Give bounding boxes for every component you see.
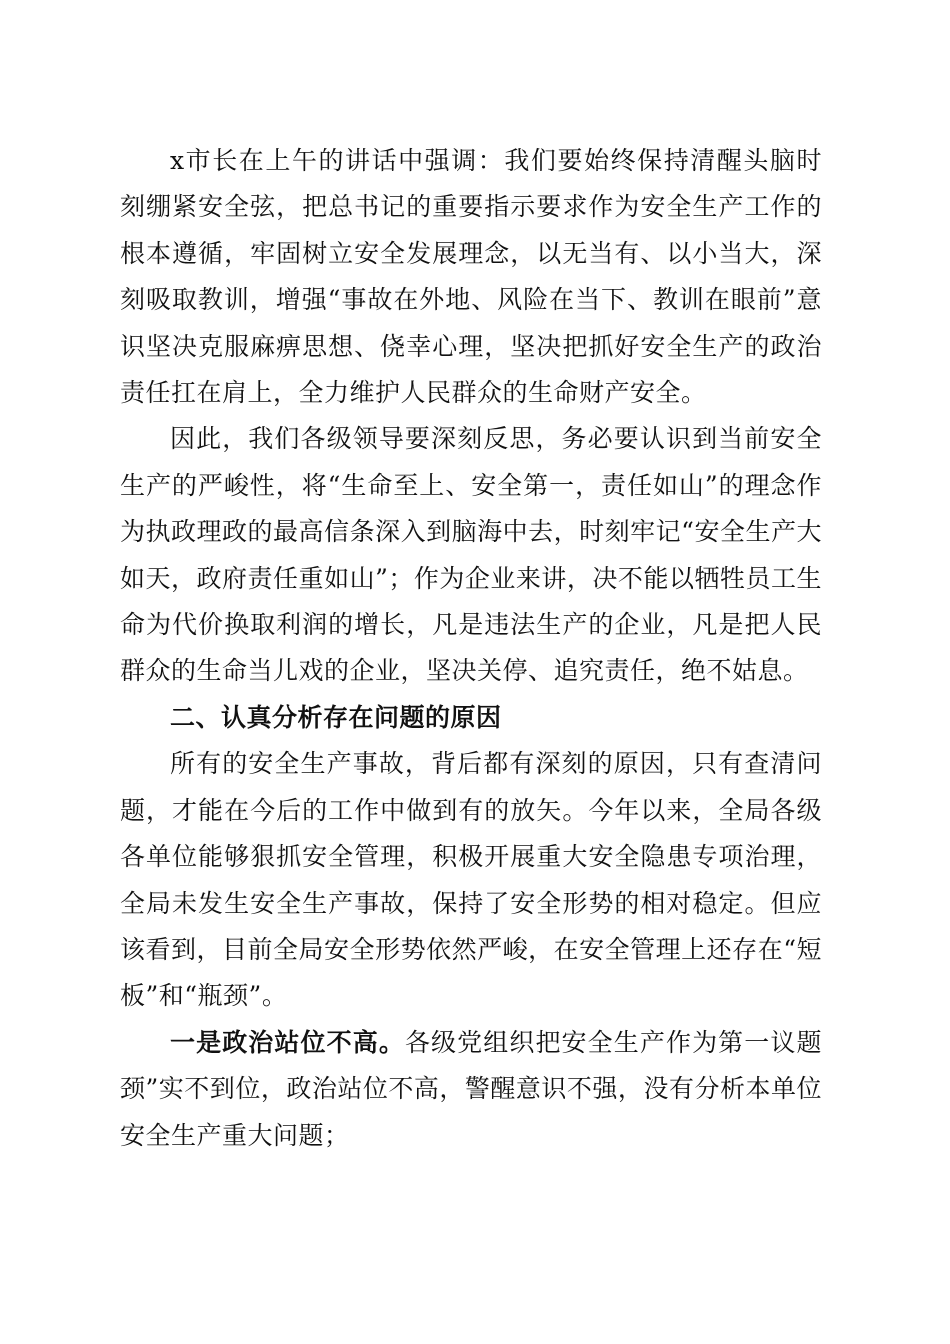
document-body [120, 138, 822, 1159]
paragraph-mayor-speech: x市长在上午的讲话中强调：我们要始终保持清醒头脑时刻绷紧安全弦，把总书记的重要指示要求作为安全生产工作的根本遵循，牢固树立安全发展理念，以无当有、以小当大，深刻吸取教训，增强“事故在外地、风险在当下、教训在眼前”意识坚决克服麻痹思想、侥幸心理，坚决把抓好安全生产的政治责任扛在肩上，全力维护人民群众的生命财产安全。 [120, 146, 822, 408]
paragraph-cause-analysis: 所有的安全生产事故，背后都有深刻的原因，只有查清问题，才能在今后的工作中做到有的放矢。今年以来，全局各级各单位能够狠抓安全管理，积极开展重大安全隐患专项治理，全局未发生安全生产事故，保持了安全形势的相对稳定。但应该看到，目前全局安全形势依然严峻，在安全管理上还存在“短板”和“瓶颈”。 [120, 749, 822, 1011]
paragraph-leadership-reflection: 因此，我们各级领导要深刻反思，务必要认识到当前安全生产的严峻性，将“生命至上、安全第一，责任如山”的理念作为执政理政的最高信条深入到脑海中去，时刻牢记“安全生产大如天，政府责任重如山”；作为企业来讲，决不能以牺牲员工生命为代价换取利润的增长，凡是违法生产的企业，凡是把人民群众的生命当儿戏的企业，坚决关停、追究责任，绝不姑息。 [120, 424, 822, 686]
paragraph-point-one [120, 1020, 822, 1159]
point-one-text: 各级党组织把安全生产作为第一议题颈”实不到位，政治站位不高，警醒意识不强，没有分析本单位安全生产重大问题； [120, 1027, 822, 1150]
section-heading: 二、认真分析存在问题的原因 [170, 702, 502, 732]
point-one-lead: 一是政治站位不高。 [170, 1027, 405, 1057]
